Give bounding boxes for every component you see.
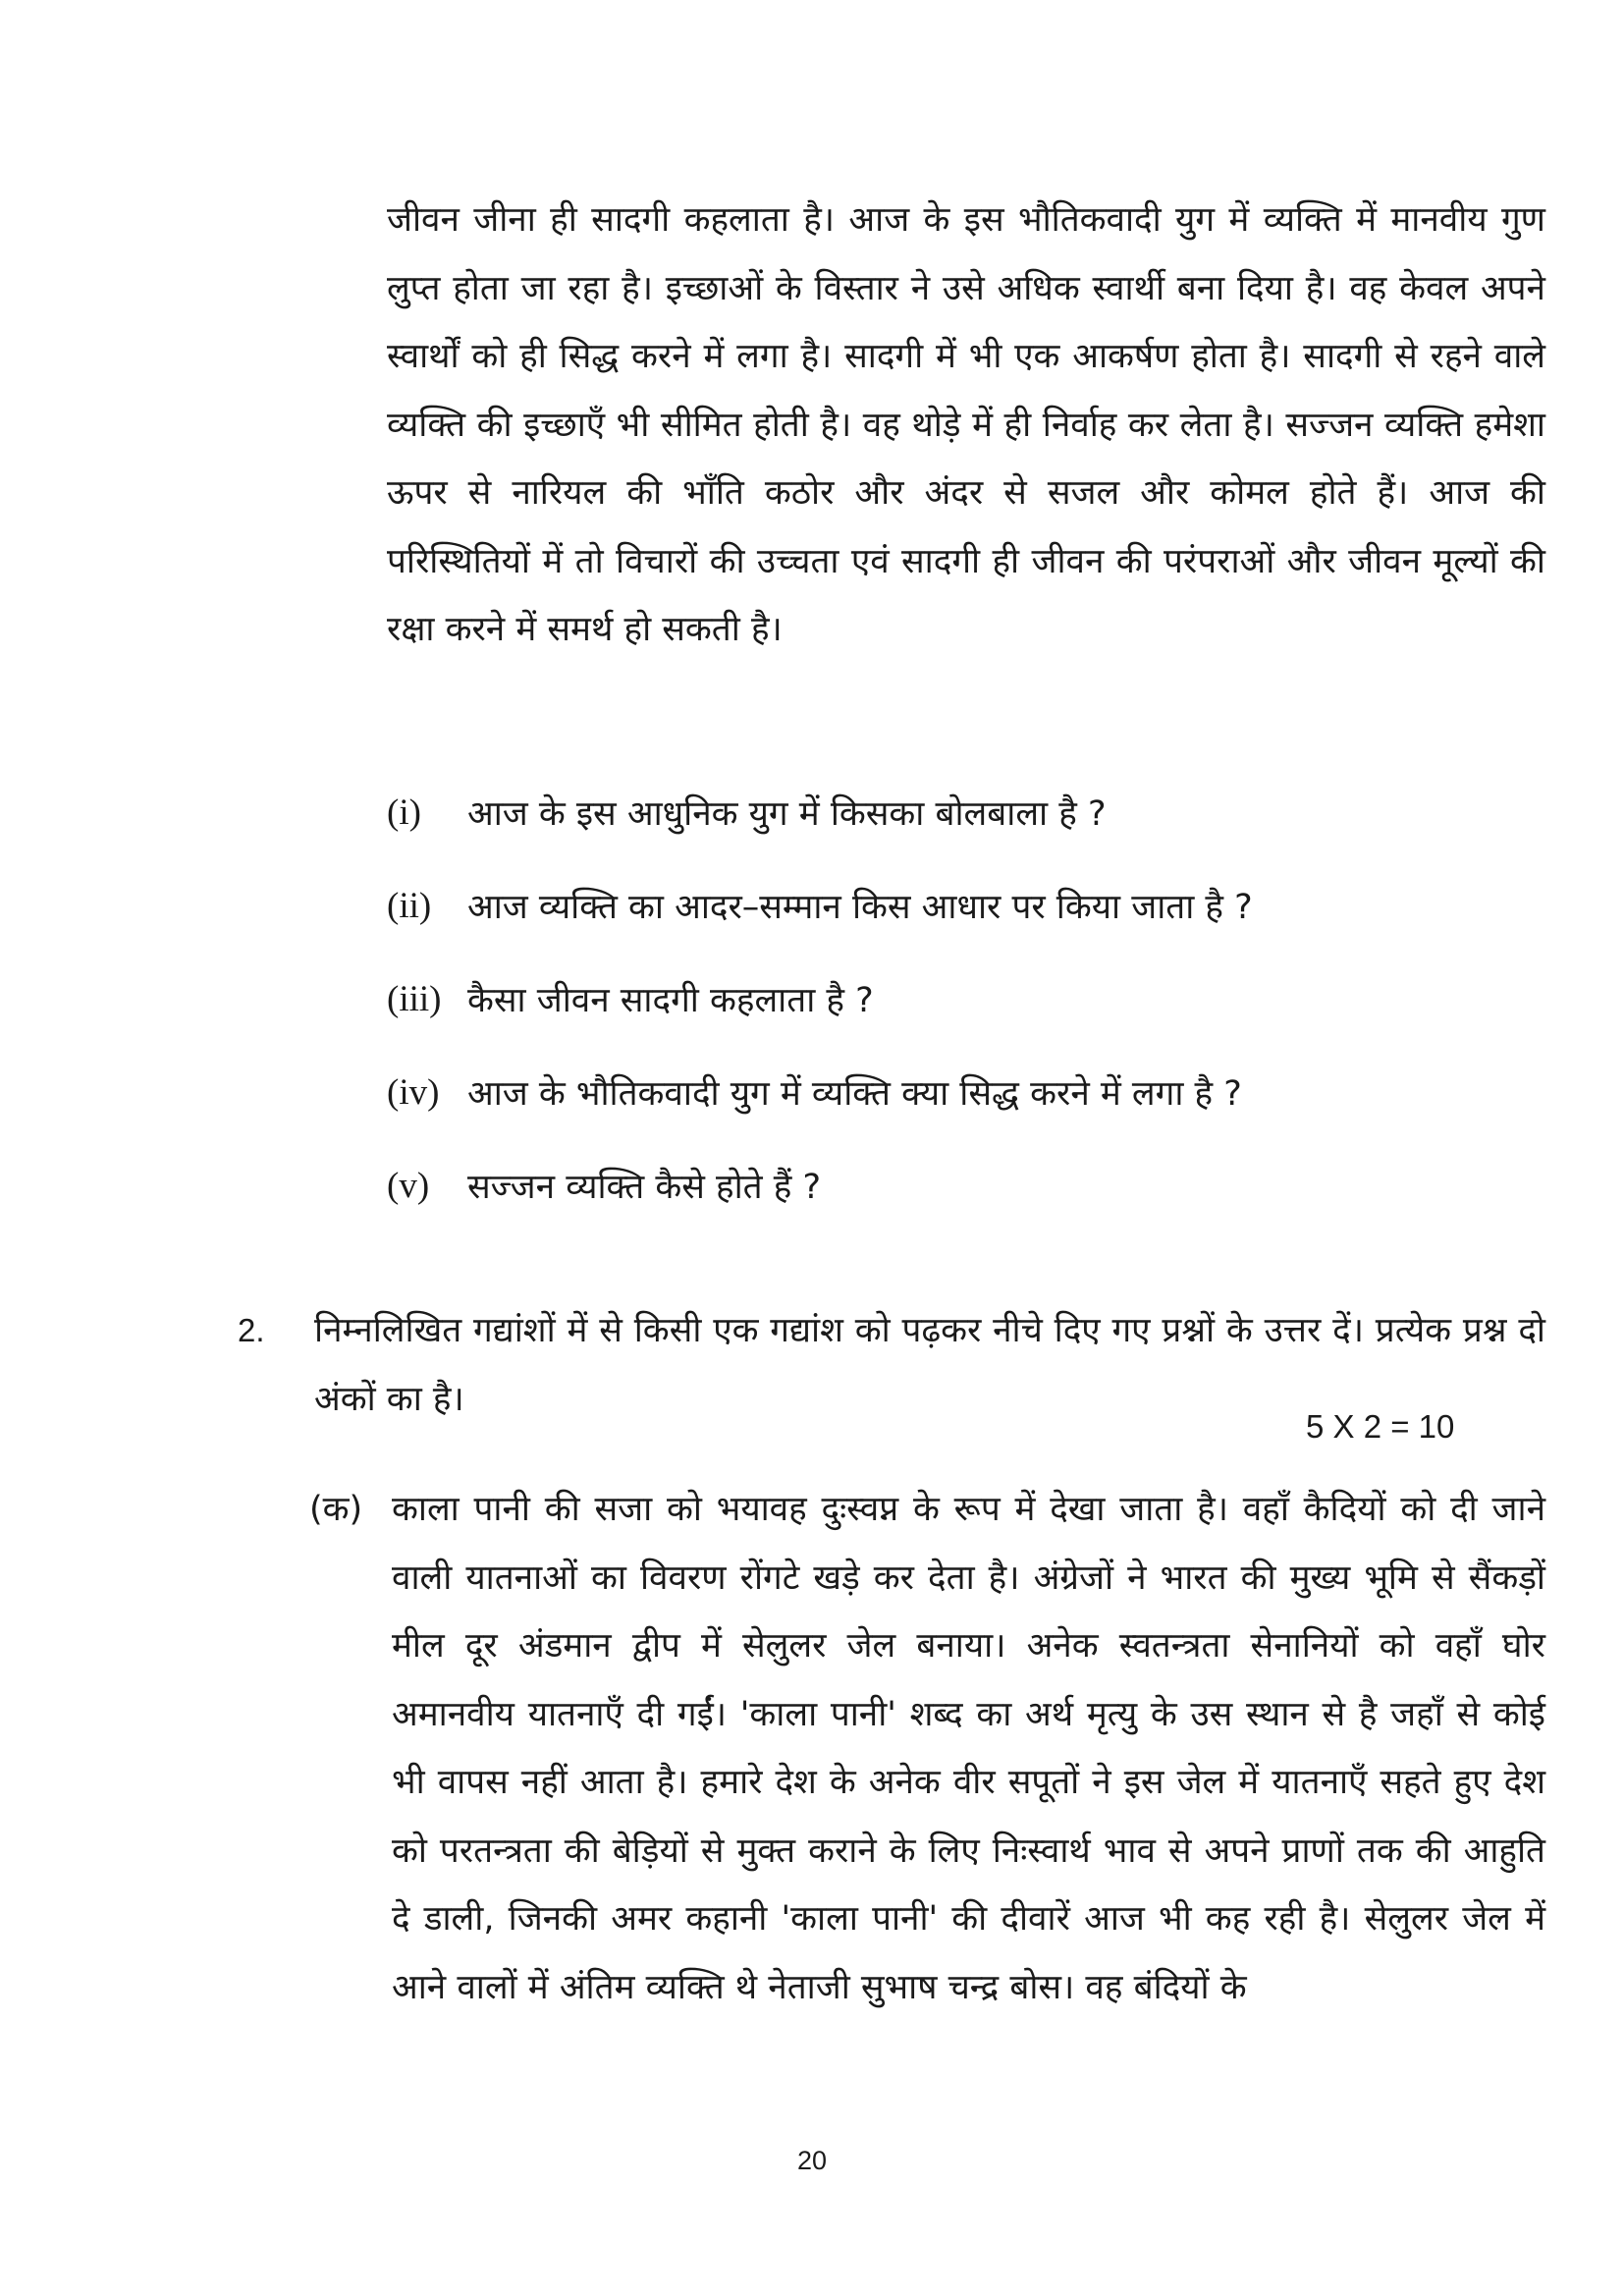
passage-2-label: (क) [309,1490,363,1529]
passage-1: जीवन जीना ही सादगी कहलाता है। आज के इस भौतिकवादी युग में व्यक्ति में मानवीय गुण लुप्त होता जा रहा है। इच्छाओं के विस्तार ने उसे अधिक स्वार्थी बना दिया है। वह केवल अपने स्वार्थों को ही सिद्ध करने में लगा है। सादगी में भी एक आकर्षण होता है। सादगी से रहने वाले व्यक्ति की इच्छाएँ भी सीमित होती है। वह थोड़े में ही निर्वाह कर लेता है। सज्जन व्यक्ति हमेशा ऊपर से नारियल की भाँति कठोर और अंदर से सजल और कोमल होते हैं। आज की परिस्थितियों में तो विचारों की उच्चता एवं सादगी ही जीवन की परंपराओं और जीवन मूल्यों की रक्षा करने में समर्थ हो सकती है। [387,200,1545,649]
question-text: आज के भौतिकवादी युग में व्यक्ति क्या सिद्ध करने में लगा है ? [467,1074,1242,1114]
question-number: (i) [387,793,421,833]
question-text: आज के इस आधुनिक युग में किसका बोलबाला है ? [467,794,1107,834]
question-number: (ii) [387,886,432,926]
page-number: 20 [796,2146,828,2175]
question-text: आज व्यक्ति का आदर–सम्मान किस आधार पर किया जाता है ? [467,888,1253,927]
question-number: (v) [387,1166,430,1206]
list-item [387,1046,1545,1139]
question-2-number: 2. [238,1312,265,1348]
question-number: (iv) [387,1072,440,1113]
question-text: कैसा जीवन सादगी कहलाता है ? [467,981,874,1020]
list-item [387,953,1545,1046]
question-list [387,766,1545,1232]
question-2-instruction: निम्नलिखित गद्यांशों में से किसी एक गद्यांश को पढ़कर नीचे दिए गए प्रश्नों के उत्तर दें। प्रत्येक प्रश्न दो अंकों का है। [314,1311,1546,1419]
question-text: सज्जन व्यक्ति कैसे होते हैं ? [467,1168,822,1207]
list-item [387,1139,1545,1232]
marks-allocation: 5 X 2 = 10 [1306,1408,1455,1445]
list-item [387,859,1545,953]
question-number: (iii) [387,979,442,1019]
passage-2: काला पानी की सजा को भयावह दुःस्वप्न के रूप में देखा जाता है। वहाँ कैदियों को दी जाने वाली यातनाओं का विवरण रोंगटे खड़े कर देता है। अंग्रेजों ने भारत की मुख्य भूमि से सैंकड़ों मील दूर अंडमान द्वीप में सेलुलर जेल बनाया। अनेक स्वतन्त्रता सेनानियों को वहाँ घोर अमानवीय यातनाएँ दी गईं। 'काला पानी' शब्द का अर्थ मृत्यु के उस स्थान से है जहाँ से कोई भी वापस नहीं आता है। हमारे देश के अनेक वीर सपूतों ने इस जेल में यातनाएँ सहते हुए देश को परतन्त्रता की बेड़ियों से मुक्त कराने के लिए निःस्वार्थ भाव से अपने प्राणों तक की आहुति दे डाली, जिनकी अमर कहानी 'काला पानी' की दीवारें आज भी कह रही है। सेलुलर जेल में आने वालों में अंतिम व्यक्ति थे नेताजी सुभाष चन्द्र बोस। वह बंदियों के [392,1490,1545,2007]
list-item [387,766,1545,859]
